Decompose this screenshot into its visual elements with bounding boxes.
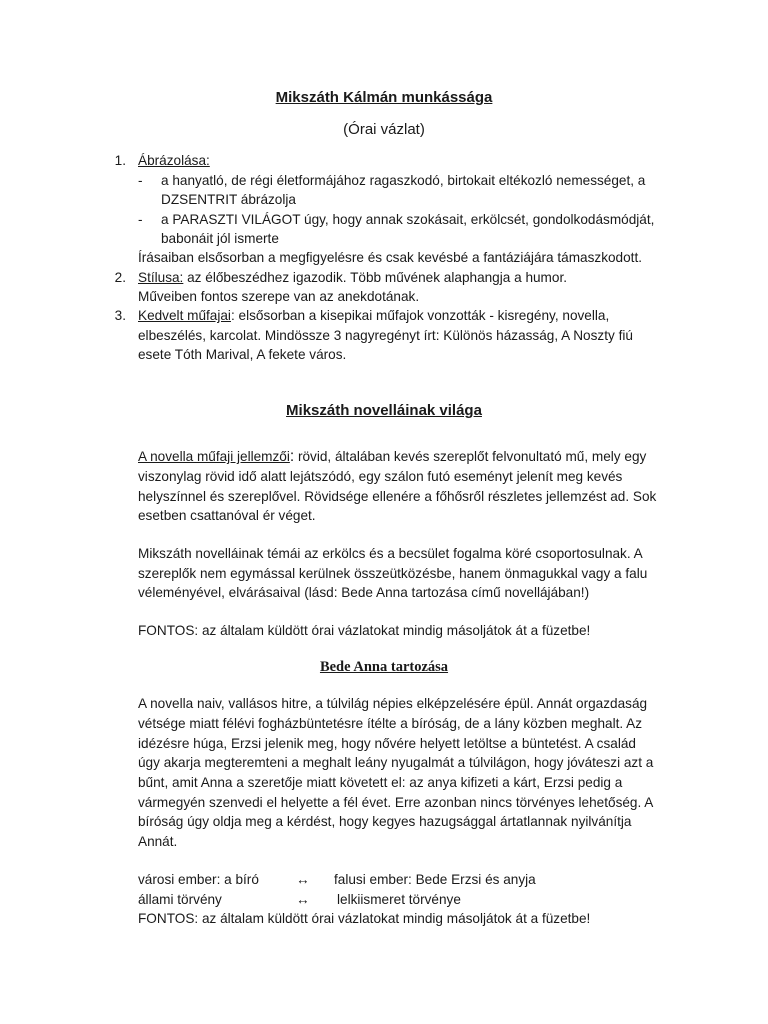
list-number: 3. <box>114 308 126 323</box>
page-title: Mikszáth Kálmán munkássága <box>275 89 493 106</box>
contrast-right: lelkiismeret törvénye <box>337 892 461 907</box>
paragraph-line: bíróság úgy oldja meg a kérdést, hogy kegyes hazugsággal ártatlannak nyilvánítja <box>138 814 632 829</box>
list-text: Írásaiban elsősorban a megfigyelésre és csak kevésbé a fantáziájára támaszkodott. <box>138 250 642 265</box>
list-heading: Stílusa: <box>138 270 184 285</box>
arrow-icon: ↔ <box>296 892 310 907</box>
paragraph-line: Annát. <box>138 834 178 849</box>
paragraph-line: vármegyén szenvedi el helyette a fél évet. Erre azonban nincs törvényes lehetőség. A <box>138 795 654 810</box>
list-heading: Kedvelt műfajai <box>138 308 231 323</box>
contrast-left: állami törvény <box>138 892 222 907</box>
list-heading: Ábrázolása: <box>138 153 210 168</box>
list-number: 1. <box>114 153 126 168</box>
paragraph-line: véleményével, elvárásaival (lásd: Bede Anna tartozása című novellájában!) <box>138 585 590 600</box>
list-line <box>138 268 567 288</box>
section-title: Bede Anna tartozása <box>319 659 449 675</box>
paragraph-line: vétsége miatt félévi fogházbüntetésre ítélte a bíróság, de a lány közben meghalt. Az <box>138 716 643 731</box>
paragraph-line: Mikszáth novelláinak témái az erkölcs és a becsület fogalma köré csoportosulnak. A <box>138 546 643 561</box>
paragraph-line: idézésre húga, Erzsi jelenik meg, hogy nővére helyett letöltse a büntetést. A család <box>138 736 636 751</box>
list-number: 2. <box>114 270 126 285</box>
paragraph-line: szereplők nem egymással kerülnek összeütközésbe, hanem önmagukkal vagy a falu <box>138 566 648 581</box>
section-title: Mikszáth novelláinak világa <box>286 402 482 419</box>
contrast-right: falusi ember: Bede Erzsi és anyja <box>334 872 536 887</box>
page-subtitle: (Órai vázlat) <box>343 121 425 138</box>
contrast-left: városi ember: a bíró <box>138 872 259 887</box>
paragraph-text: rövid, általában kevés szereplőt felvonultató mű, mely egy <box>294 449 647 464</box>
bullet-dash: - <box>138 173 143 188</box>
list-line <box>138 306 609 326</box>
paragraph-line: viszonylag rövid idő alatt lejátszódó, egy szálon futó eseményt jelenít meg kevés <box>138 469 623 484</box>
bullet-text: a PARASZTI VILÁGOT úgy, hogy annak szokásait, erkölcsét, gondolkodásmódját, <box>161 212 655 227</box>
bullet-text: DZSENTRIT ábrázolja <box>161 192 296 207</box>
bullet-text: a hanyatló, de régi életformájához ragaszkodó, birtokait eltékozló nemességet, a <box>161 173 646 188</box>
list-text: esete Tóth Marival, A fekete város. <box>138 347 347 362</box>
list-text: az élőbeszédhez igazodik. Több művének alaphangja a humor. <box>183 270 567 285</box>
paragraph-line <box>138 447 646 467</box>
list-text: elbeszélés, karcolat. Mindössze 3 nagyregényt írt: Különös házasság, A Noszty fiú <box>138 328 633 343</box>
bullet-dash: - <box>138 212 143 227</box>
paragraph-line: helyszínnel és szereplővel. Rövidsége ellenére a főhősről részletes jellemzést ad. Sok <box>138 489 657 504</box>
note-text: FONTOS: az általam küldött órai vázlatokat mindig másoljátok át a füzetbe! <box>138 911 591 926</box>
paragraph-line: úgy akarja megteremteni a meghalt leány nyugalmát a túlvilágon, hogy jóváteszi azt a <box>138 755 654 770</box>
arrow-icon: ↔ <box>296 872 310 887</box>
paragraph-line: A novella naiv, vallásos hitre, a túlvilág népies elképzelésére épül. Annát orgazdaság <box>138 696 648 711</box>
list-text: : elsősorban a kisepikai műfajok vonzották - kisregény, novella, <box>230 308 610 323</box>
genre-heading: A novella műfaji jellemzői <box>138 449 290 464</box>
genre-colon: : <box>289 448 295 465</box>
paragraph-line: bűnt, amit Anna a szeretője miatt követett el: az anya kifizeti a kárt, Erzsi pedig a <box>138 775 623 790</box>
bullet-text: babonáit jól ismerte <box>161 231 279 246</box>
paragraph-line: esetben csattanóval ér véget. <box>138 508 316 523</box>
note-text: FONTOS: az általam küldött órai vázlatokat mindig másoljátok át a füzetbe! <box>138 623 591 638</box>
list-text: Műveiben fontos szerepe van az anekdotának. <box>138 289 420 304</box>
